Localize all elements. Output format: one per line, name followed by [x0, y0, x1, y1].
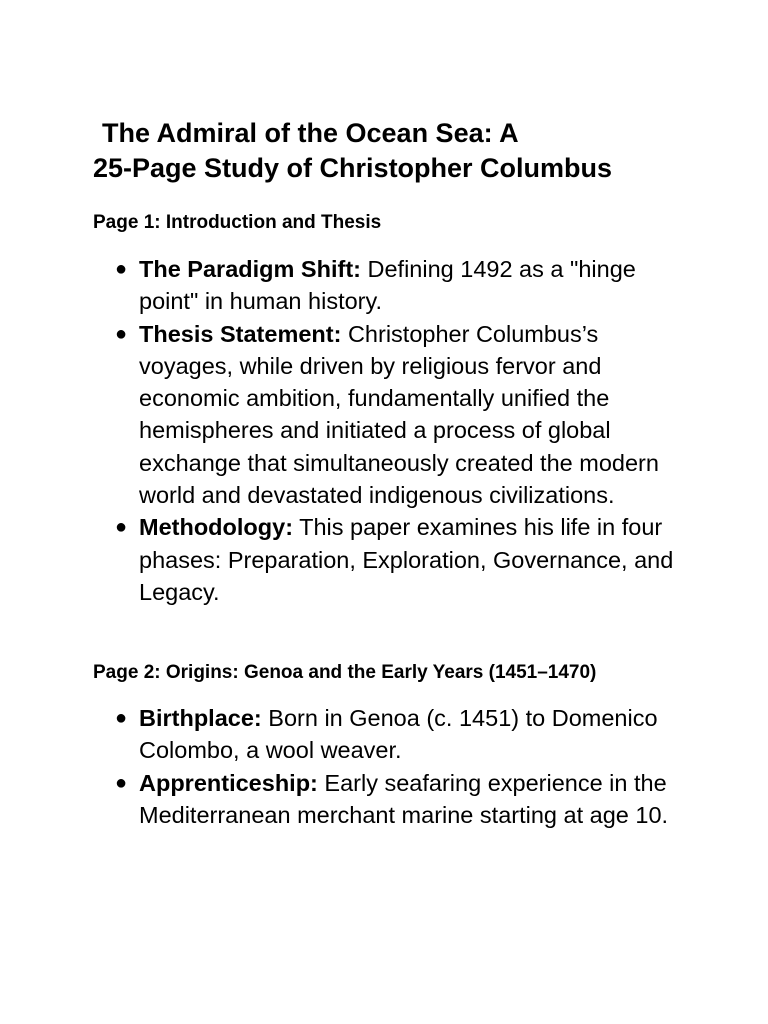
bullet-text: This paper examines his life in four phases: Preparation, Exploration, Governance, and Legacy. — [139, 514, 674, 605]
document-title — [93, 116, 733, 186]
document-title-line-2: 25-Page Study of Christopher Columbus — [93, 153, 613, 183]
section-heading-page-1: Page 1: Introduction and Thesis — [93, 212, 382, 233]
section-heading-page-2: Page 2: Origins: Genoa and the Early Years (1451–1470) — [93, 662, 597, 683]
bullet-term: Thesis Statement: — [139, 320, 342, 347]
bullet-icon: ● — [115, 771, 128, 794]
list-item — [0, 318, 679, 512]
bullet-list-page-1 — [0, 253, 768, 608]
bullet-term: The Paradigm Shift: — [139, 256, 361, 282]
bullet-text: Christopher Columbus’s voyages, while driven by religious fervor and economic ambition, fundamentally unified the hemispheres and initiated a process of global exchange that simultaneously created the modern world and devastated indigenous civilizations. — [139, 320, 659, 509]
bullet-text: Defining 1492 as a "hinge point" in human history. — [139, 256, 636, 315]
list-item — [0, 511, 679, 608]
bullet-icon: ● — [115, 258, 128, 280]
bullet-term: Birthplace: — [139, 705, 262, 731]
bullet-term: Methodology: — [139, 514, 294, 541]
document-title-line-1: The Admiral of the Ocean Sea: A — [102, 118, 519, 148]
list-item — [0, 702, 679, 767]
bullet-text: Early seafaring experience in the Mediterranean merchant marine starting at age 10. — [139, 769, 669, 828]
bullet-text: Born in Genoa (c. 1451) to Domenico Colombo, a wool weaver. — [139, 705, 658, 764]
bullet-icon: ● — [115, 516, 128, 539]
bullet-list-page-2 — [0, 702, 768, 831]
bullet-icon: ● — [115, 707, 128, 729]
bullet-icon: ● — [115, 322, 128, 345]
list-item — [0, 253, 679, 318]
bullet-term: Apprenticeship: — [139, 769, 318, 796]
list-item — [0, 767, 679, 832]
